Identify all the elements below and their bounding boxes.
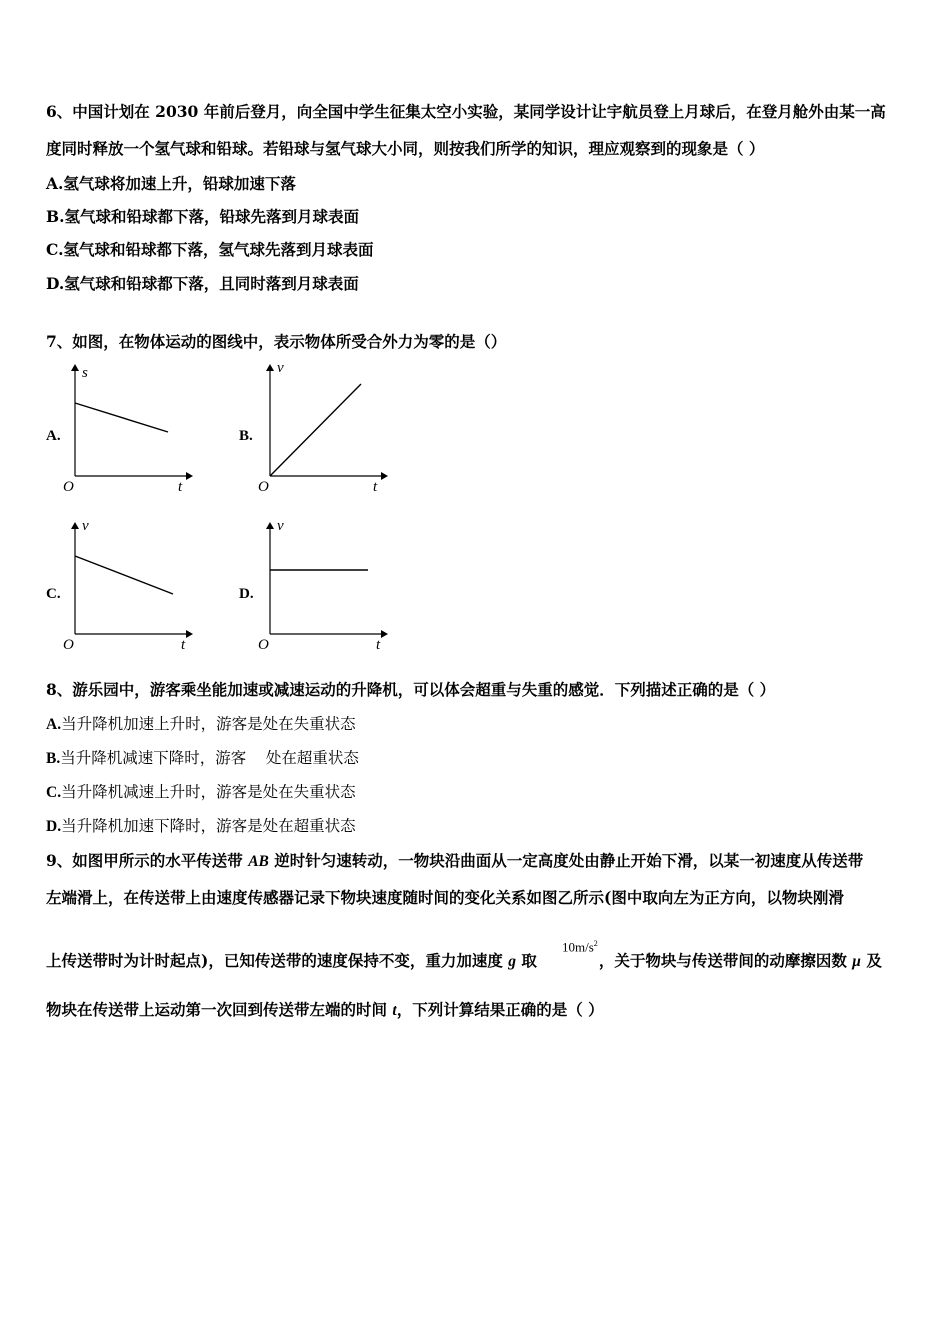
q7-graph-b-label: B.: [239, 428, 253, 444]
text: ，关于物块与传送带间的动摩擦因数: [598, 951, 853, 970]
option-text: 当升降机减速下降时，游客 处在超重状态: [60, 749, 359, 767]
q7-stem: 7、如图，在物体运动的图线中，表示物体所受合外力为零的是（）: [46, 332, 507, 351]
option-text: 当升降机减速上升时，游客是处在失重状态: [61, 783, 356, 801]
option-text: 当升降机加速上升时，游客是处在失重状态: [61, 715, 356, 733]
q7-graph-a: [60, 362, 195, 497]
q7-graph-d-label: D.: [239, 586, 254, 602]
q6-option-a: A.氢气球将加速上升，铅球加速下落: [46, 174, 296, 193]
symbol-g: g: [508, 953, 516, 970]
q8-stem: 8、游乐园中，游客乘坐能加速或减速运动的升降机，可以体会超重与失重的感觉．下列描述正确的是（ ）: [46, 680, 776, 699]
q8-option-b: [46, 748, 904, 769]
symbol-t: t: [392, 1002, 397, 1019]
q6-option-c: C.氢气球和铅球都下落，氢气球先落到月球表面: [46, 240, 374, 259]
x-axis-arrow: [186, 472, 193, 480]
option-letter: B.: [46, 750, 61, 767]
graph-line: [270, 384, 361, 476]
x-axis-label: t: [181, 637, 186, 653]
q7-graph-c-label: C.: [46, 586, 61, 602]
origin-label: O: [258, 637, 269, 653]
y-axis-arrow: [71, 522, 79, 529]
y-axis-label: v: [82, 518, 89, 534]
origin-label: O: [258, 479, 269, 495]
g-value: [562, 939, 598, 955]
q6-stem-line-1: 6、中国计划在 2030 年前后登月，向全国中学生征集太空小实验，某同学设计让宇航员登上月球后，在登月舱外由某一高: [46, 102, 886, 121]
option-letter: C.: [46, 784, 62, 801]
x-axis-label: t: [178, 479, 183, 495]
text: 9、如图甲所示的水平传送带: [46, 851, 249, 870]
option-letter: D.: [46, 818, 62, 835]
text: 逆时针匀速转动，一物块沿曲面从一定高度处由静止开始下滑，以某一初速度从传送带: [268, 851, 864, 870]
y-axis-arrow: [266, 364, 274, 371]
y-axis-label: v: [277, 518, 284, 534]
graph-line: [75, 403, 168, 432]
text: 上传送带时为计时起点)，已知传送带的速度保持不变，重力加速度: [46, 951, 509, 970]
g-value-text: 10m/s: [562, 939, 594, 955]
graph-line: [75, 556, 173, 594]
x-axis-arrow: [381, 472, 388, 480]
q7-graph-a-label: A.: [46, 428, 61, 444]
x-axis-label: t: [376, 637, 381, 653]
symbol-mu: μ: [852, 953, 861, 970]
y-axis-label: v: [277, 360, 284, 376]
q6-option-b: B.氢气球和铅球都下落，铅球先落到月球表面: [46, 207, 359, 226]
q6-option-d: D.氢气球和铅球都下落，且同时落到月球表面: [46, 274, 359, 293]
x-axis-arrow: [186, 630, 193, 638]
origin-label: O: [63, 637, 74, 653]
q8-option-a: [46, 714, 904, 735]
text: 物块在传送带上运动第一次回到传送带左端的时间: [46, 1000, 393, 1019]
text: 取: [515, 951, 537, 970]
origin-label: O: [63, 479, 74, 495]
y-axis-arrow: [71, 364, 79, 371]
option-text: 当升降机加速下降时，游客是处在超重状态: [61, 817, 356, 835]
text: 及: [860, 951, 882, 970]
y-axis-arrow: [266, 522, 274, 529]
text: ，下列计算结果正确的是（ ）: [396, 1000, 604, 1019]
q8-option-c: [46, 782, 904, 803]
belt-label: AB: [248, 853, 269, 870]
q9-stem-line-2: 左端滑上，在传送带上由速度传感器记录下物块速度随时间的变化关系如图乙所示(图中取向左为正方向，以物块刚滑: [46, 888, 844, 907]
q9-stem-line-4: [46, 1000, 904, 1021]
x-axis-label: t: [373, 479, 378, 495]
q8-option-d: [46, 816, 904, 837]
q7-graph-b: [255, 362, 390, 497]
x-axis-arrow: [381, 630, 388, 638]
q9-stem-line-3: [46, 951, 904, 972]
q6-stem-line-2: 度同时释放一个氢气球和铅球。若铅球与氢气球大小同，则按我们所学的知识，理应观察到的现象是（ ）: [46, 139, 765, 158]
option-letter: A.: [46, 716, 62, 733]
y-axis-label: s: [82, 365, 88, 381]
g-value-exponent: 2: [593, 939, 598, 948]
q7-graph-c: [60, 520, 195, 655]
q7-graph-d: [255, 520, 390, 655]
q9-stem-line-1: [46, 851, 904, 872]
